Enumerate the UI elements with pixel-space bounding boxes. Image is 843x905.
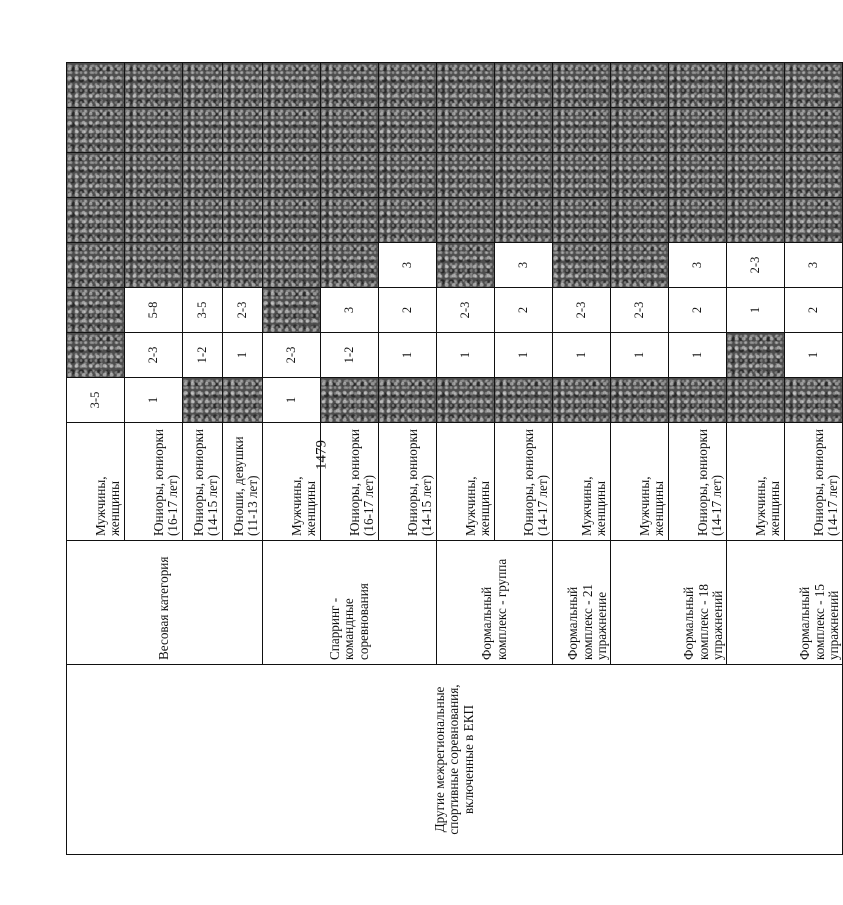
table-body	[67, 63, 843, 855]
place-cell: 3	[669, 243, 727, 288]
shaded-cell	[263, 63, 321, 108]
place-cell: 1	[223, 333, 263, 378]
place-cell: 5-8	[125, 288, 183, 333]
shaded-cell	[553, 378, 611, 423]
sex-age-cell: Юниоры, юниорки (14-17 лет)	[669, 423, 727, 541]
shaded-cell	[321, 108, 379, 153]
place-cell: 1-2	[321, 333, 379, 378]
shaded-cell	[125, 63, 183, 108]
shaded-cell	[495, 153, 553, 198]
shaded-cell	[553, 108, 611, 153]
shaded-cell	[263, 288, 321, 333]
discipline-cell-formal-complex-18: Формальный комплекс - 18 упражнений	[611, 541, 727, 665]
shaded-cell	[553, 243, 611, 288]
shaded-cell	[67, 243, 125, 288]
place-cell: 1	[611, 333, 669, 378]
shaded-cell	[553, 198, 611, 243]
place-cell: 1	[379, 333, 437, 378]
shaded-cell	[437, 153, 495, 198]
discipline-cell-sparring-team: Спарринг - командные соревнования	[263, 541, 437, 665]
sex-age-cell: Мужчины, женщины	[67, 423, 125, 541]
place-cell: 1	[553, 333, 611, 378]
shaded-cell	[785, 378, 843, 423]
shaded-cell	[125, 198, 183, 243]
discipline-cell-formal-complex-21: Формальный комплекс - 21 упражнение	[553, 541, 611, 665]
sex-age-cell: Юниоры, юниорки (14-17 лет)	[785, 423, 843, 541]
shaded-cell	[67, 153, 125, 198]
shaded-cell	[379, 198, 437, 243]
shaded-cell	[553, 63, 611, 108]
shaded-cell	[785, 198, 843, 243]
page-number: 1479	[313, 440, 330, 470]
shaded-cell	[223, 108, 263, 153]
shaded-cell	[321, 63, 379, 108]
shaded-cell	[611, 378, 669, 423]
place-cell: 2	[495, 288, 553, 333]
shaded-cell	[437, 378, 495, 423]
shaded-cell	[223, 243, 263, 288]
place-cell: 3	[379, 243, 437, 288]
place-cell: 1	[125, 378, 183, 423]
shaded-cell	[321, 378, 379, 423]
shaded-cell	[379, 108, 437, 153]
shaded-cell	[67, 288, 125, 333]
shaded-cell	[669, 378, 727, 423]
place-cell: 3	[785, 243, 843, 288]
shaded-cell	[437, 63, 495, 108]
sex-age-cell: Юниоры, юниорки (16-17 лет)	[125, 423, 183, 541]
sex-age-cell: Мужчины, женщины	[727, 423, 785, 541]
discipline-cell-formal-complex-group: Формальный комплекс - группа	[437, 541, 553, 665]
shaded-cell	[183, 63, 223, 108]
rotated-table-container	[66, 63, 841, 855]
shaded-cell	[611, 63, 669, 108]
place-cell: 1	[727, 288, 785, 333]
place-cell: 3-5	[67, 378, 125, 423]
discipline-cell-formal-complex-15: Формальный комплекс - 15 упражнений	[727, 541, 843, 665]
shaded-cell	[495, 198, 553, 243]
shaded-cell	[263, 153, 321, 198]
shaded-cell	[611, 198, 669, 243]
shaded-cell	[125, 243, 183, 288]
place-cell: 3	[321, 288, 379, 333]
sex-age-cell: Юниоры, юниорки (14-15 лет)	[183, 423, 223, 541]
competition-level-cell: Другие межрегиональные спортивные соревнования, включенные в ЕКП	[67, 665, 843, 855]
shaded-cell	[183, 153, 223, 198]
place-cell: 2-3	[611, 288, 669, 333]
place-cell: 2-3	[727, 243, 785, 288]
shaded-cell	[611, 243, 669, 288]
shaded-cell	[183, 243, 223, 288]
place-cell: 1	[785, 333, 843, 378]
shaded-cell	[67, 198, 125, 243]
shaded-cell	[321, 198, 379, 243]
discipline-cell-weight-category: Весовая категория	[67, 541, 263, 665]
shaded-cell	[727, 378, 785, 423]
shaded-cell	[669, 63, 727, 108]
shaded-cell	[67, 63, 125, 108]
shaded-cell	[437, 198, 495, 243]
shaded-cell	[669, 108, 727, 153]
sex-age-cell: Юниоры, юниорки (14-15 лет)	[379, 423, 437, 541]
place-cell: 1	[263, 378, 321, 423]
place-cell: 1	[669, 333, 727, 378]
shaded-cell	[223, 153, 263, 198]
shaded-cell	[67, 108, 125, 153]
place-cell: 2	[669, 288, 727, 333]
shaded-cell	[553, 153, 611, 198]
shaded-cell	[183, 108, 223, 153]
shaded-cell	[379, 153, 437, 198]
shaded-cell	[437, 108, 495, 153]
place-cell: 1	[437, 333, 495, 378]
shaded-cell	[67, 333, 125, 378]
shaded-cell	[727, 153, 785, 198]
shaded-cell	[495, 63, 553, 108]
shaded-cell	[125, 153, 183, 198]
shaded-cell	[727, 198, 785, 243]
sex-age-cell: Юноши, девушки (11-13 лет)	[223, 423, 263, 541]
shaded-cell	[379, 63, 437, 108]
competition-places-table	[66, 62, 843, 855]
shaded-cell	[263, 243, 321, 288]
place-cell: 2-3	[553, 288, 611, 333]
place-cell: 3	[495, 243, 553, 288]
sex-age-cell: Мужчины, женщины	[437, 423, 495, 541]
place-cell: 1	[495, 333, 553, 378]
shaded-cell	[223, 63, 263, 108]
shaded-cell	[495, 378, 553, 423]
shaded-cell	[223, 198, 263, 243]
shaded-cell	[437, 243, 495, 288]
shaded-cell	[263, 198, 321, 243]
place-cell: 2	[785, 288, 843, 333]
place-cell: 2-3	[125, 333, 183, 378]
shaded-cell	[785, 63, 843, 108]
shaded-cell	[183, 378, 223, 423]
shaded-cell	[785, 108, 843, 153]
shaded-cell	[727, 108, 785, 153]
shaded-cell	[727, 63, 785, 108]
shaded-cell	[669, 198, 727, 243]
shaded-cell	[223, 378, 263, 423]
shaded-cell	[727, 333, 785, 378]
shaded-cell	[379, 378, 437, 423]
place-cell: 2-3	[223, 288, 263, 333]
place-cell: 3-5	[183, 288, 223, 333]
shaded-cell	[183, 198, 223, 243]
shaded-cell	[611, 153, 669, 198]
sex-age-cell: Мужчины, женщины	[553, 423, 611, 541]
shaded-cell	[495, 108, 553, 153]
sex-age-cell: Юниоры, юниорки (16-17 лет)	[321, 423, 379, 541]
place-cell: 2-3	[437, 288, 495, 333]
sex-age-cell: Юниоры, юниорки (14-17 лет)	[495, 423, 553, 541]
shaded-cell	[785, 153, 843, 198]
shaded-cell	[611, 108, 669, 153]
sex-age-cell: Мужчины, женщины	[611, 423, 669, 541]
table-row	[67, 63, 125, 855]
shaded-cell	[669, 153, 727, 198]
shaded-cell	[263, 108, 321, 153]
place-cell: 1-2	[183, 333, 223, 378]
shaded-cell	[321, 153, 379, 198]
sex-age-cell: Мужчины, женщины	[263, 423, 321, 541]
place-cell: 2	[379, 288, 437, 333]
shaded-cell	[125, 108, 183, 153]
place-cell: 2-3	[263, 333, 321, 378]
shaded-cell	[321, 243, 379, 288]
